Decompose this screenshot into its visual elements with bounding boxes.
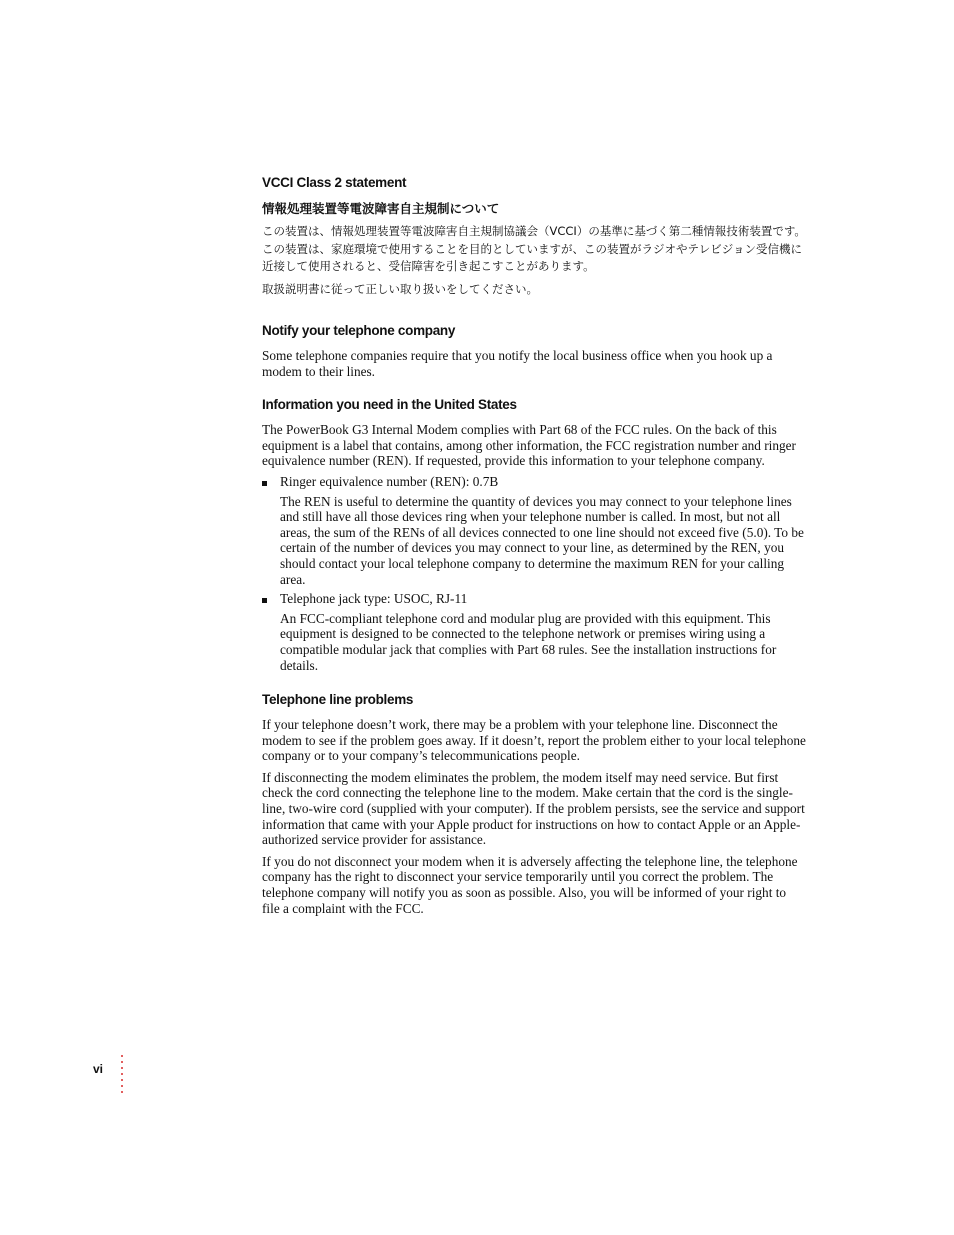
rule-dot xyxy=(121,1055,123,1057)
page-number: vi xyxy=(93,1062,104,1076)
dotted-margin-rule xyxy=(121,1055,124,1095)
vcci-japanese-paragraph: この装置は、情報処理装置等電波障害自主規制協議会（VCCI）の基準に基づく第二種情報技術装置です。この装置は、家庭環境で使用することを目的としていますが、この装置がラジオやテレビジョン受信機に近接して使用されると、受信障害を引き起こすことがあります。 xyxy=(262,224,806,273)
bullet-body: The REN is useful to determine the quantity of devices you may connect to your telephone lines and still have all those devices ring when your telephone number is called. In most, but not all areas, the sum of the RENs of all devices connected to one line should not exceed five (5.0). To be certain of the number of devices you may connect to your line, as determined by the REN, you should contact your local telephone company to determine the maximum REN for your calling area. xyxy=(280,493,804,587)
line-problems-heading: Telephone line problems xyxy=(262,692,414,708)
bullet-square-icon xyxy=(262,481,267,486)
us-info-heading: Information you need in the United States xyxy=(262,397,517,413)
rule-dot xyxy=(121,1085,123,1087)
us-info-paragraph: The PowerBook G3 Internal Modem complies with Part 68 of the FCC rules. On the back of this equipment is a label that contains, among other information, the FCC registration number and ringer equivalence number (REN). If requested, provide this information to your telephone company. xyxy=(262,422,796,469)
vcci-heading: VCCI Class 2 statement xyxy=(262,175,407,190)
rule-dot xyxy=(121,1067,123,1069)
bullet-square-icon xyxy=(262,598,267,603)
rule-dot xyxy=(121,1073,123,1075)
page-content xyxy=(262,172,807,921)
line-problems-paragraph-1: If your telephone doesn’t work, there may be a problem with your telephone line. Disconnect the modem to see if the problem goes away. If it doesn’t, report the problem either to your local telephone company or to your company’s telecommunications people. xyxy=(262,717,806,764)
notify-heading: Notify your telephone company xyxy=(262,323,456,338)
vcci-japanese-note: 取扱説明書に従って正しい取り扱いをしてください。 xyxy=(262,281,538,296)
vcci-japanese-heading: 情報処理装置等電波障害自主規制について xyxy=(262,201,500,216)
rule-dot xyxy=(121,1091,123,1093)
bullet-item-jack-type xyxy=(262,591,807,673)
rule-dot xyxy=(121,1079,123,1081)
bullet-title: Ringer equivalence number (REN): 0.7B xyxy=(280,473,499,489)
bullet-title: Telephone jack type: USOC, RJ-11 xyxy=(280,591,468,607)
line-problems-paragraph-2: If disconnecting the modem eliminates the problem, the modem itself may need service. But first check the cord connecting the telephone line to the modem. Make certain that the cord is the single-line, two-wire cord (supplied with your computer). If the problem persists, see the service and support information that came with your Apple product for instructions on how to contact Apple or an Apple-authorized service provider for assistance. xyxy=(262,769,805,848)
bullet-item-ren xyxy=(262,474,807,587)
notify-paragraph: Some telephone companies require that you notify the local business office when you hook up a modem to their lines. xyxy=(262,348,773,379)
bullet-body: An FCC-compliant telephone cord and modular plug are provided with this equipment. This equipment is designed to be connected to the telephone network or premises wiring using a compatible modular jack that complies with Part 68 rules. See the installation instructions for details. xyxy=(280,610,777,673)
rule-dot xyxy=(121,1061,123,1063)
line-problems-paragraph-3: If you do not disconnect your modem when it is adversely affecting the telephone line, the telephone company has the right to disconnect your service temporarily until you correct the problem. The telephone company will notify you as soon as possible. Also, you will be informed of your right to file a complaint with the FCC. xyxy=(262,853,798,916)
